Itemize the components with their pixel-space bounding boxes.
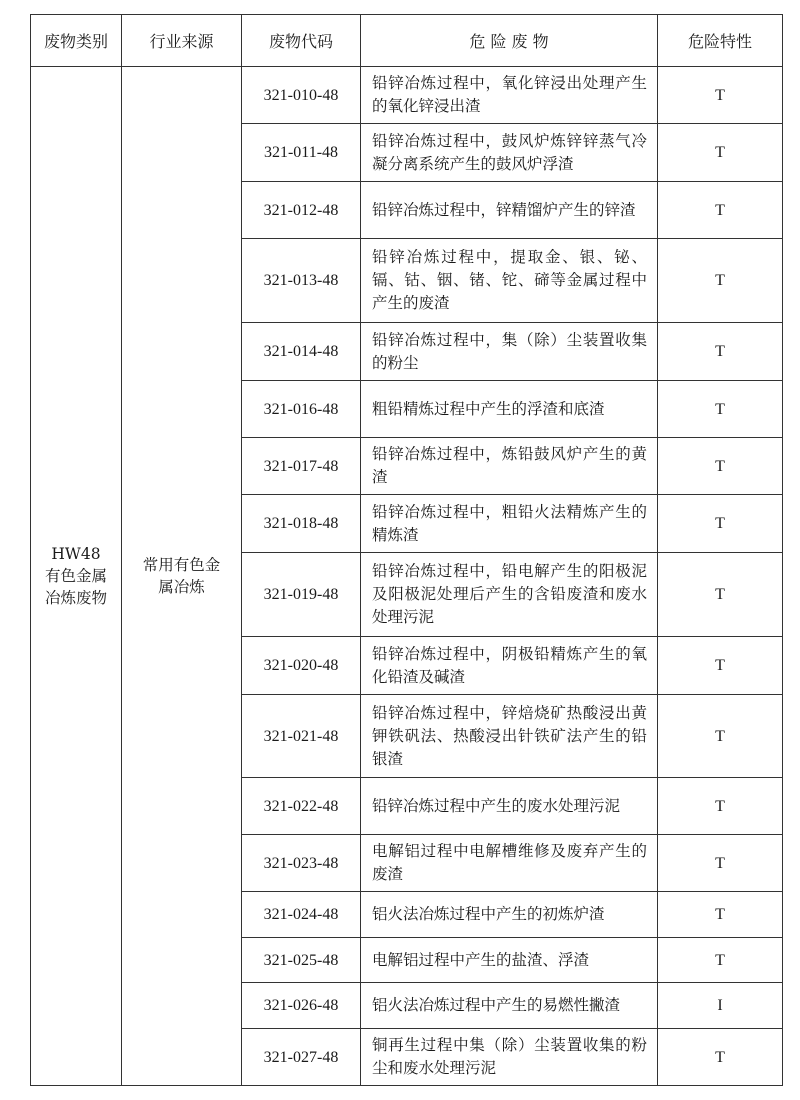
waste-code: 321-013-48 xyxy=(242,239,361,323)
hazard-property: T xyxy=(658,892,783,938)
waste-code: 321-020-48 xyxy=(242,637,361,695)
category-name-line2: 冶炼废物 xyxy=(44,589,107,607)
waste-description: 电解铝过程中电解槽维修及废弃产生的废渣 xyxy=(361,835,658,892)
hazard-property: T xyxy=(658,67,783,124)
hazard-property: T xyxy=(658,381,783,438)
source-line2: 属冶炼 xyxy=(158,578,205,596)
waste-code: 321-016-48 xyxy=(242,381,361,438)
waste-description: 铅锌冶炼过程中，集（除）尘装置收集的粉尘 xyxy=(361,323,658,381)
waste-description: 铅锌冶炼过程中产生的废水处理污泥 xyxy=(361,778,658,835)
waste-code: 321-010-48 xyxy=(242,67,361,124)
waste-code: 321-018-48 xyxy=(242,495,361,553)
hazard-property: T xyxy=(658,182,783,239)
header-row xyxy=(31,15,783,67)
waste-category-cell xyxy=(31,67,122,1086)
waste-description: 铅锌冶炼过程中，提取金、银、铋、镉、钴、铟、锗、铊、碲等金属过程中产生的废渣 xyxy=(361,239,658,323)
waste-description: 铅锌冶炼过程中，炼铅鼓风炉产生的黄渣 xyxy=(361,438,658,495)
waste-description: 铝火法冶炼过程中产生的易燃性撇渣 xyxy=(361,983,658,1029)
hazard-property: T xyxy=(658,323,783,381)
header-category: 废物类别 xyxy=(31,15,122,67)
hazard-property: T xyxy=(658,938,783,983)
waste-description: 铅锌冶炼过程中，锌焙烧矿热酸浸出黄钾铁矾法、热酸浸出针铁矿法产生的铅银渣 xyxy=(361,695,658,778)
waste-description: 铅锌冶炼过程中，阴极铅精炼产生的氧化铅渣及碱渣 xyxy=(361,637,658,695)
hazard-property: T xyxy=(658,124,783,182)
hazard-property: T xyxy=(658,637,783,695)
waste-code: 321-023-48 xyxy=(242,835,361,892)
waste-description: 铜再生过程中集（除）尘装置收集的粉尘和废水处理污泥 xyxy=(361,1029,658,1086)
category-name-line1: 有色金属 xyxy=(44,567,107,585)
waste-description: 铅锌冶炼过程中，锌精馏炉产生的锌渣 xyxy=(361,182,658,239)
waste-code: 321-024-48 xyxy=(242,892,361,938)
waste-code: 321-012-48 xyxy=(242,182,361,239)
hazard-property: T xyxy=(658,835,783,892)
industry-source-cell xyxy=(122,67,242,1086)
hazard-property: T xyxy=(658,553,783,637)
waste-description: 铅锌冶炼过程中，粗铅火法精炼产生的精炼渣 xyxy=(361,495,658,553)
hazard-property: T xyxy=(658,778,783,835)
waste-code: 321-011-48 xyxy=(242,124,361,182)
waste-code: 321-021-48 xyxy=(242,695,361,778)
waste-description: 铅锌冶炼过程中，铅电解产生的阳极泥及阳极泥处理后产生的含铅废渣和废水处理污泥 xyxy=(361,553,658,637)
source-line1: 常用有色金 xyxy=(142,556,221,574)
hazard-property: T xyxy=(658,495,783,553)
header-hazard: 危险特性 xyxy=(658,15,783,67)
waste-code: 321-025-48 xyxy=(242,938,361,983)
waste-description: 电解铝过程中产生的盐渣、浮渣 xyxy=(361,938,658,983)
waste-description: 铅锌冶炼过程中，氧化锌浸出处理产生的氧化锌浸出渣 xyxy=(361,67,658,124)
hazard-property: I xyxy=(658,983,783,1029)
waste-code: 321-027-48 xyxy=(242,1029,361,1086)
category-code: HW48 xyxy=(51,545,101,563)
waste-code: 321-014-48 xyxy=(242,323,361,381)
header-code: 废物代码 xyxy=(242,15,361,67)
waste-description: 铅锌冶炼过程中，鼓风炉炼锌锌蒸气冷凝分离系统产生的鼓风炉浮渣 xyxy=(361,124,658,182)
waste-code: 321-022-48 xyxy=(242,778,361,835)
waste-code: 321-017-48 xyxy=(242,438,361,495)
waste-code: 321-026-48 xyxy=(242,983,361,1029)
header-waste: 危 险 废 物 xyxy=(361,15,658,67)
waste-description: 粗铅精炼过程中产生的浮渣和底渣 xyxy=(361,381,658,438)
hazard-property: T xyxy=(658,239,783,323)
hazard-property: T xyxy=(658,1029,783,1086)
waste-code: 321-019-48 xyxy=(242,553,361,637)
header-source: 行业来源 xyxy=(122,15,242,67)
hazard-property: T xyxy=(658,695,783,778)
hazardous-waste-table xyxy=(30,14,783,1086)
waste-description: 铝火法冶炼过程中产生的初炼炉渣 xyxy=(361,892,658,938)
hazard-property: T xyxy=(658,438,783,495)
table-row xyxy=(31,67,783,124)
